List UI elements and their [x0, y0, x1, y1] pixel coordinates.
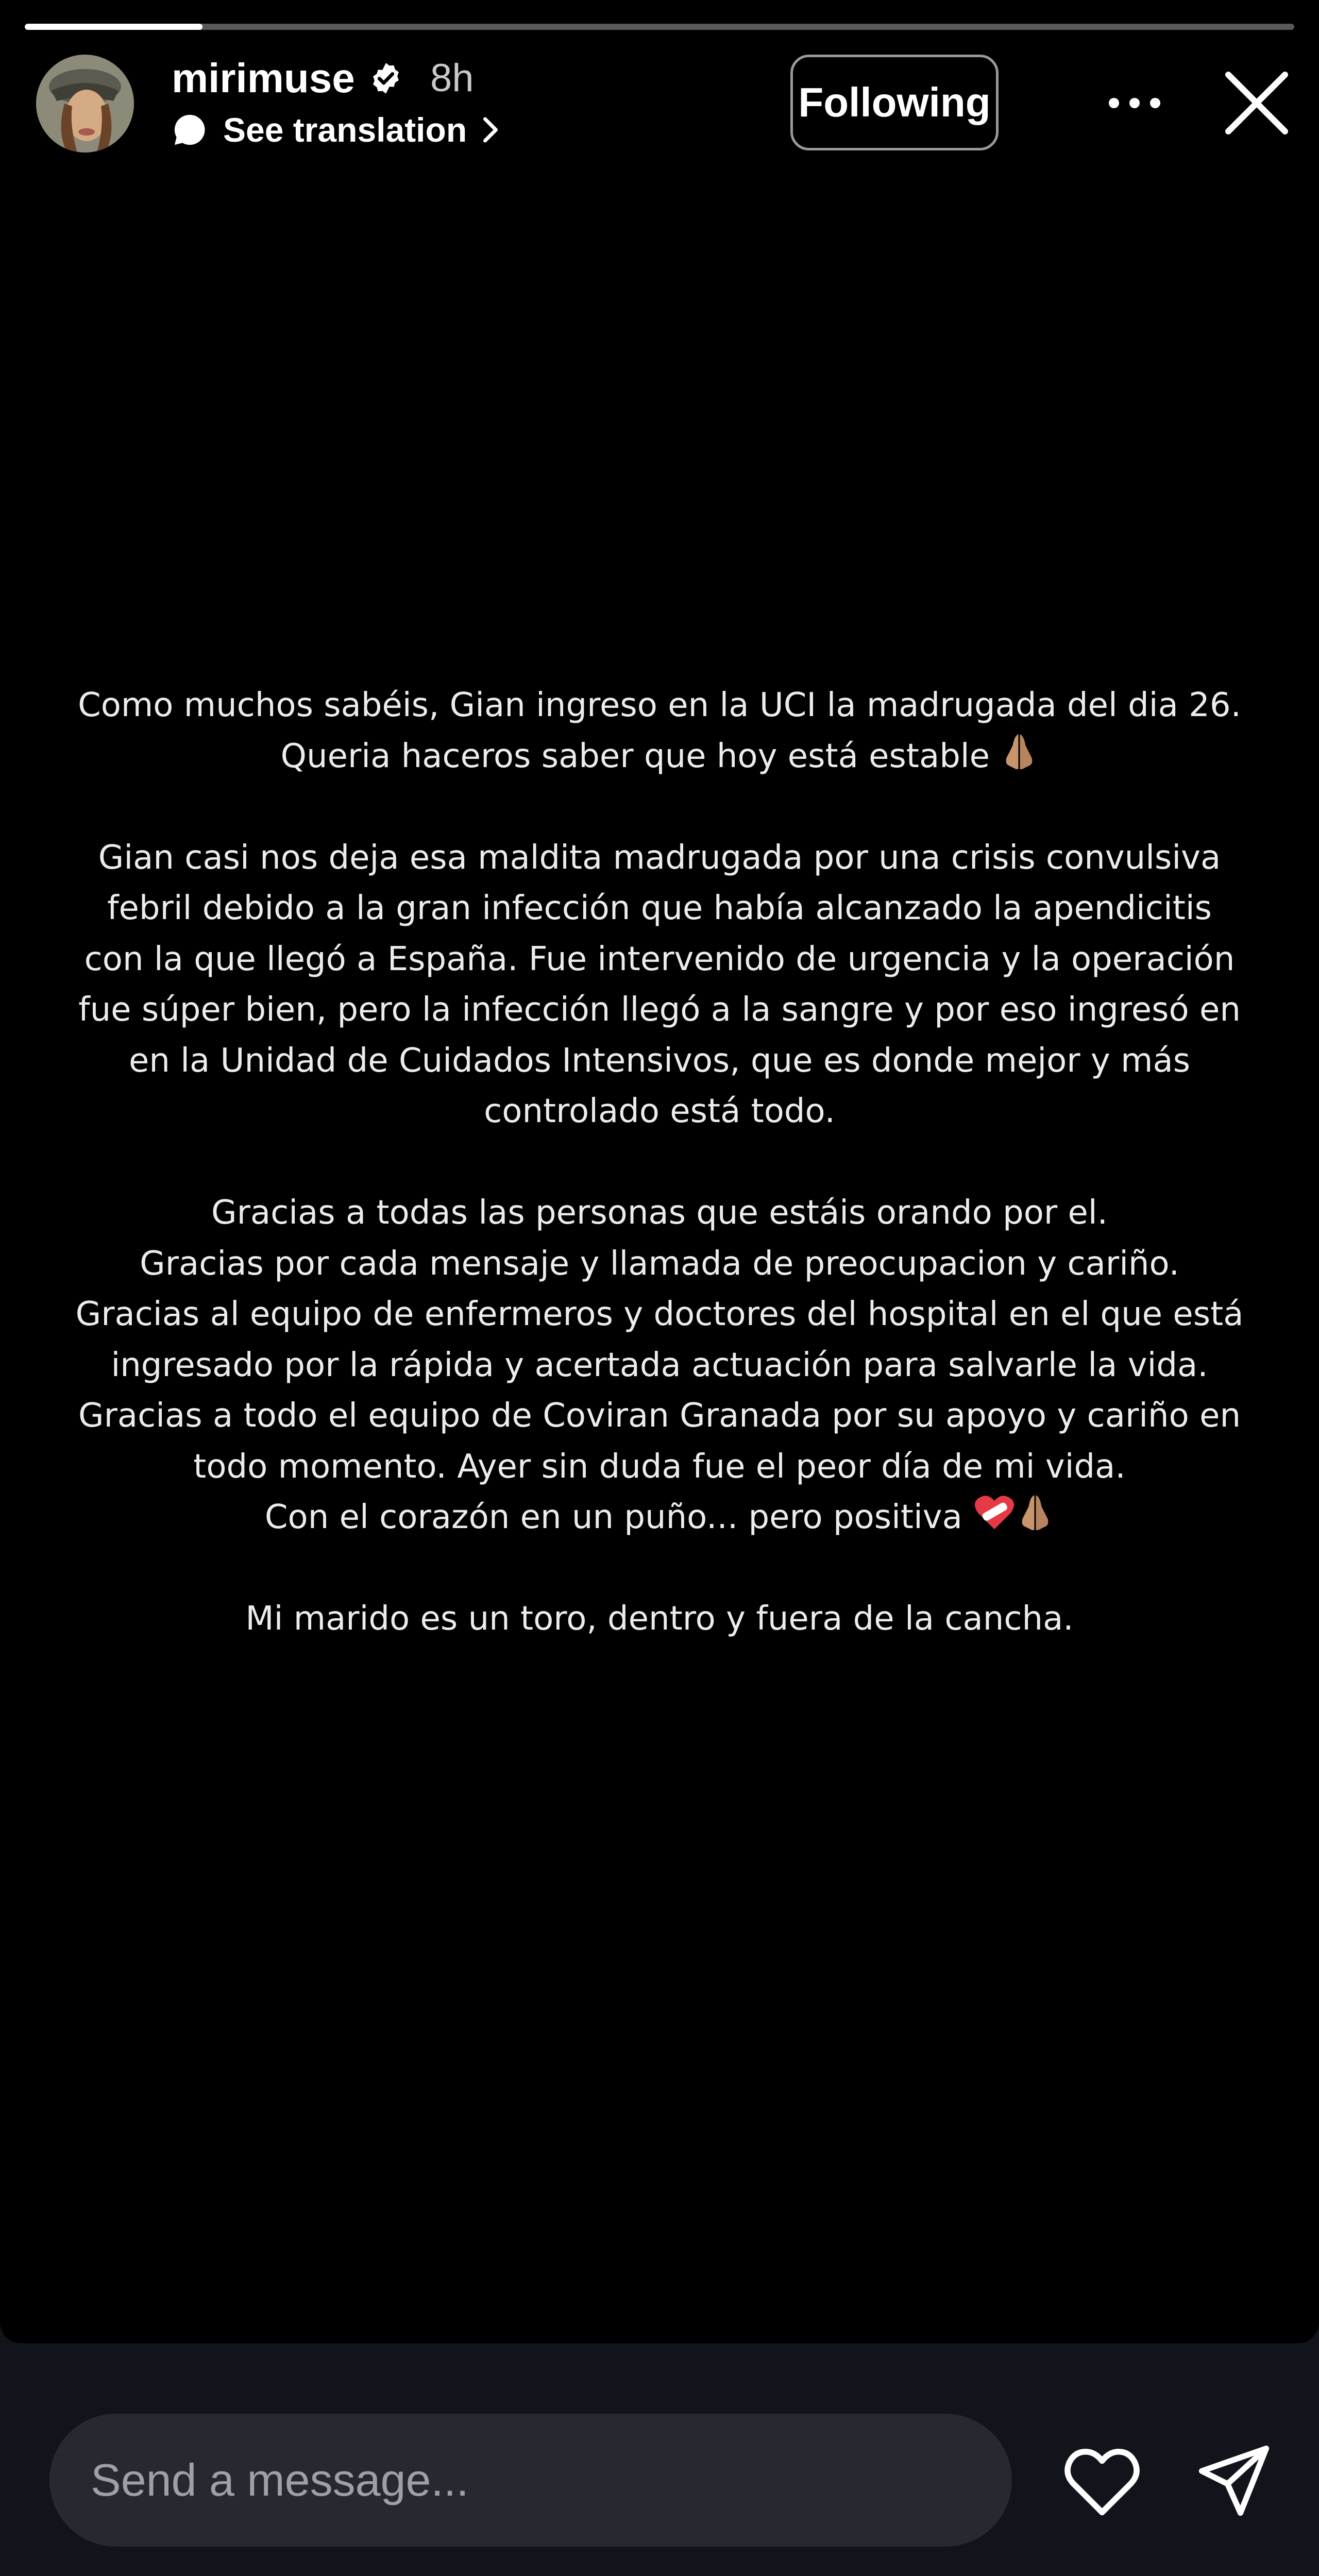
avatar-photo — [36, 55, 134, 152]
verified-badge-icon — [368, 61, 403, 96]
see-translation-label: See translation — [223, 111, 467, 149]
following-button[interactable]: Following — [790, 55, 999, 150]
story-text — [26, 680, 1293, 1645]
paragraph-1 — [26, 680, 1293, 782]
see-translation-link[interactable] — [172, 105, 501, 155]
more-icon[interactable] — [1103, 82, 1166, 124]
paragraph-2: Gian casi nos deja esa maldita madrugada por una crisis convulsiva febril debido a la gran infección que había alcanzado la apendicitis con la que llegó a España. Fue intervenido de urgencia y la operación fue súper bien, pero la infección llegó a la sangre y por eso ingresó en en la Unidad de Cuidados Intensivos, que es donde mejor y más controlado está todo. — [78, 838, 1241, 1130]
folded-hands-emoji-2 — [1016, 1492, 1054, 1533]
mending-heart-emoji — [973, 1492, 1016, 1533]
paragraph-4: Mi marido es un toro, dentro y fuera de la cancha. — [245, 1600, 1074, 1638]
story-progress-fill — [25, 24, 202, 30]
paragraph-3 — [26, 1188, 1293, 1543]
story-progress-bar — [25, 24, 1294, 30]
paragraph-1-text: Como muchos sabéis, Gian ingreso en la UCI la madrugada del dia 26. Queria haceros saber que hoy está estable — [78, 686, 1241, 775]
message-field-container[interactable] — [49, 2414, 1012, 2547]
chevron-right-icon — [480, 115, 501, 144]
message-input[interactable] — [90, 2453, 1012, 2507]
paragraph-3-text: Gracias a todas las personas que estáis orando por el. Gracias por cada mensaje y llamada de preocupacion y cariño. Gracias al equipo de enfermeros y doctores del hospital en el que está ingresado por la rápida y acertada actuación para salvarle la vida. Gracias a todo el equipo de Coviran Granada por su apoyo y cariño en todo momento. Ayer sin duda fue el peor día de mi vida. Con el corazón en un puño... pero positiva — [75, 1194, 1244, 1536]
avatar[interactable] — [36, 55, 134, 152]
folded-hands-emoji — [1000, 731, 1038, 772]
username[interactable]: mirimuse — [172, 55, 355, 101]
close-icon[interactable] — [1223, 70, 1290, 137]
translation-bubble-icon — [172, 112, 208, 148]
send-icon[interactable] — [1195, 2442, 1273, 2519]
post-time: 8h — [430, 56, 474, 100]
heart-icon[interactable] — [1062, 2445, 1142, 2517]
